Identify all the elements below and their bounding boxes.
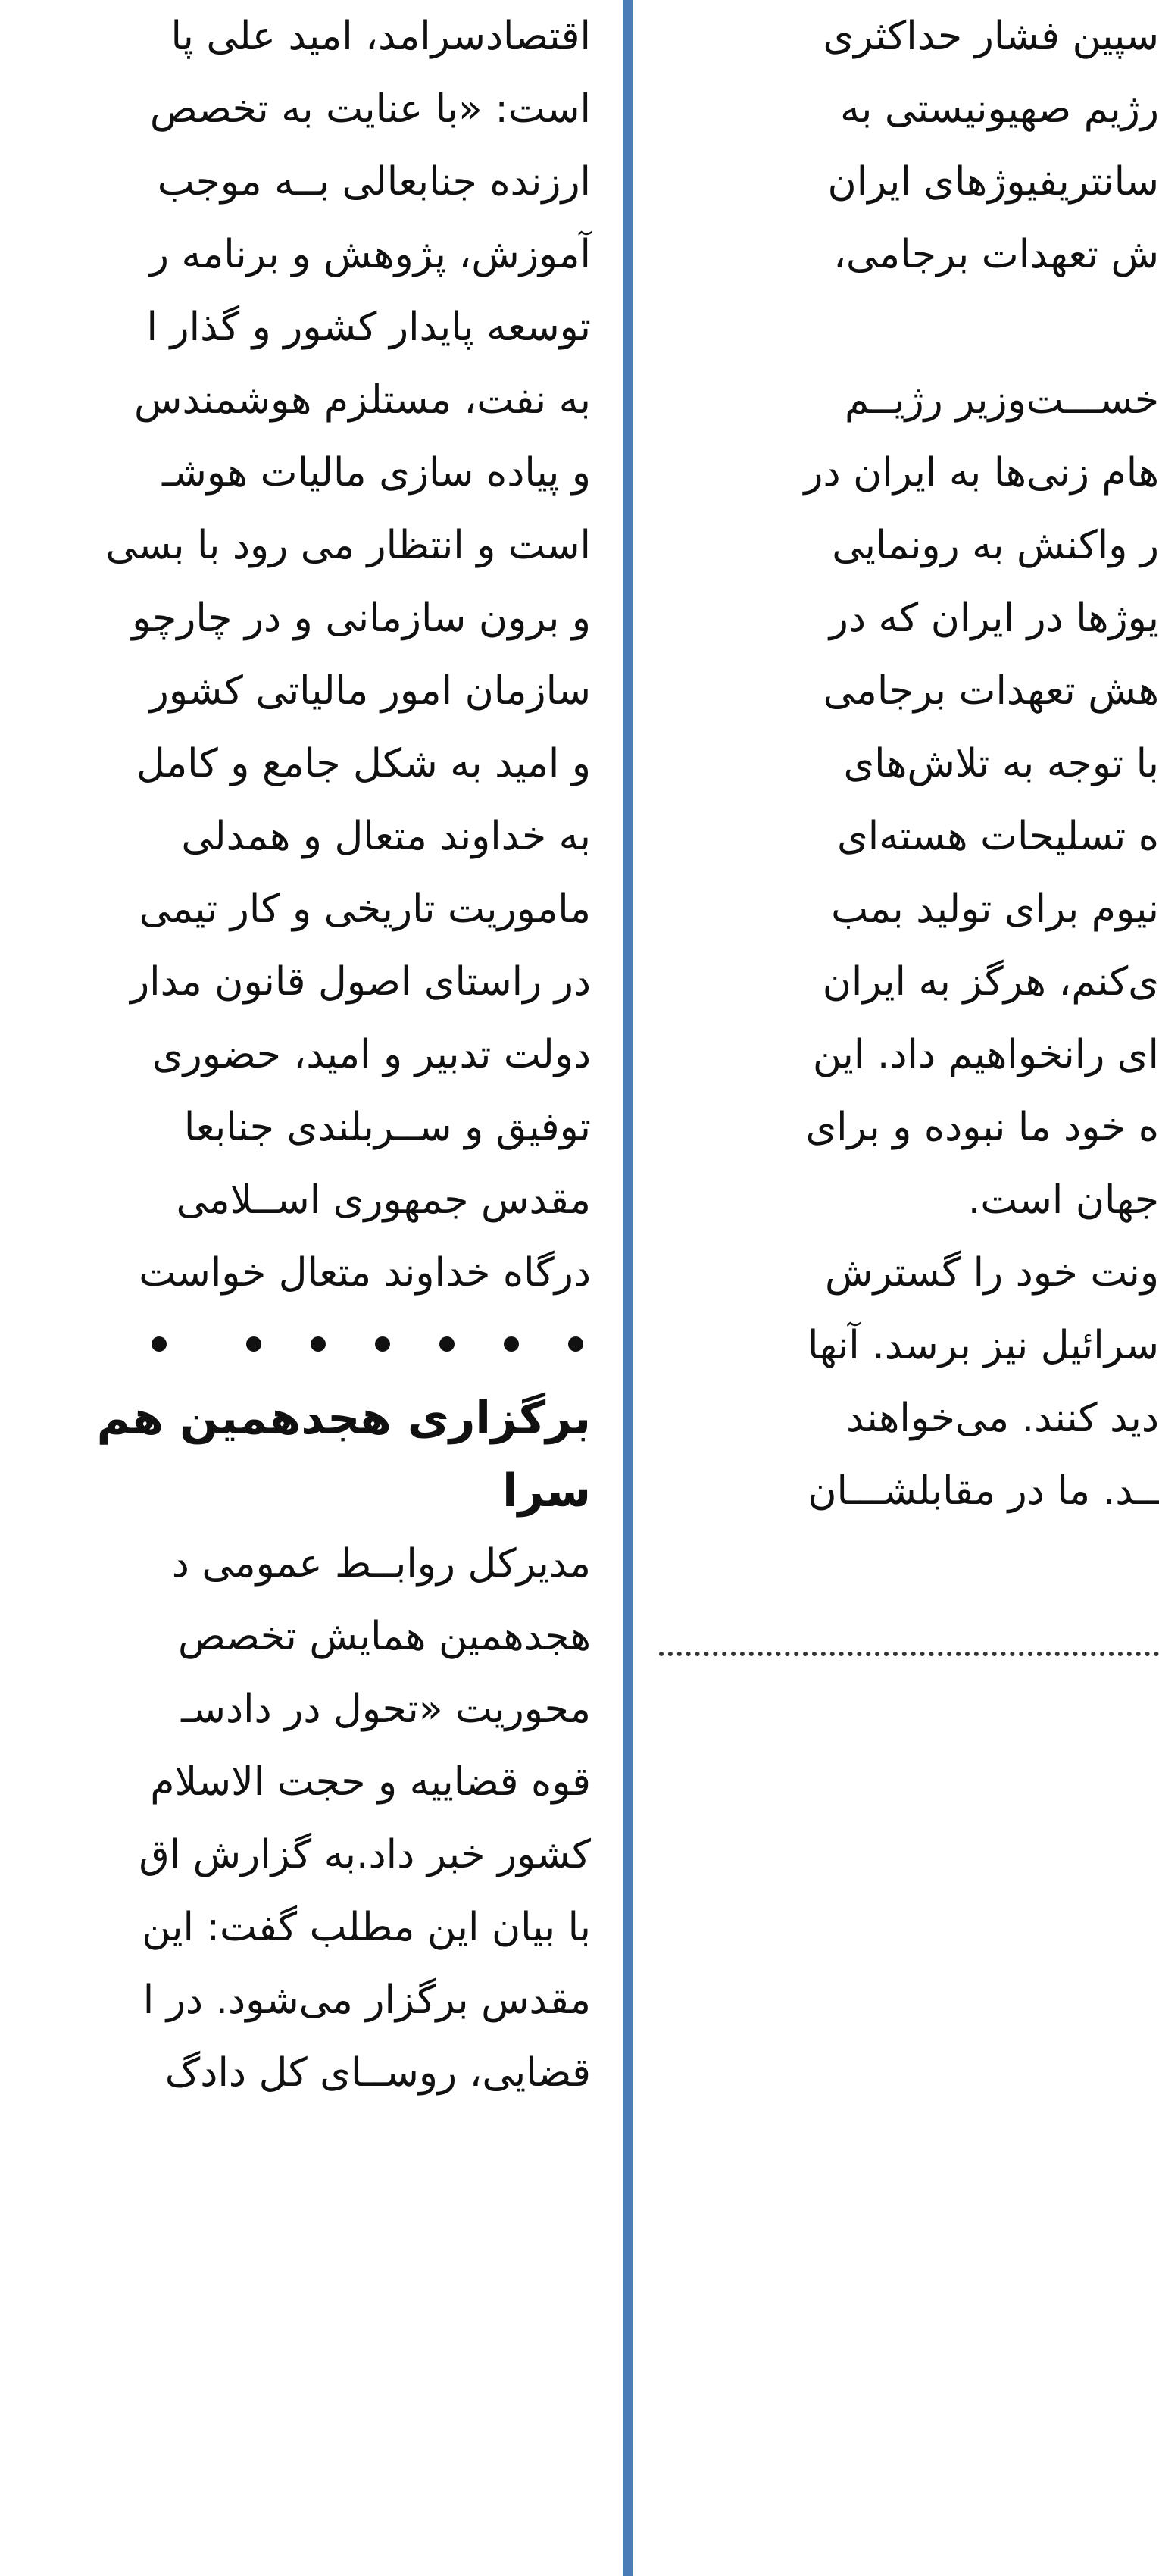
article-line: جهان است. — [967, 1177, 1159, 1223]
article-line: درگاه خداوند متعال خواست — [139, 1250, 591, 1296]
article-headline: برگزاری هجدهمین هم — [96, 1392, 591, 1445]
article-line: ه خود ما نبوده و برای — [805, 1105, 1159, 1150]
article-line: ش تعهدات برجامی، — [833, 232, 1159, 277]
article-line: مقدس جمهوری اســلامی — [176, 1177, 591, 1223]
article-line: هجدهمین همایش تخصص — [177, 1614, 591, 1659]
article-line: هش تعهدات برجامی — [823, 668, 1159, 714]
article-line: مقدس برگزار می‌شود. در ا — [142, 1977, 591, 2023]
article-line: است و انتظار می رود با بسی — [105, 523, 591, 568]
dotted-separator — [659, 1652, 1159, 1656]
article-line: با بیان این مطلب گفت: این — [142, 1905, 591, 1950]
article-headline: سرا — [502, 1465, 591, 1518]
article-line: سپین فشار حداکثری — [823, 14, 1159, 59]
article-line: هام زنی‌ها به ایران در — [804, 450, 1159, 496]
article-line: و امید به شکل جامع و کامل — [136, 741, 591, 786]
article-line: یوژها در ایران که در — [829, 596, 1159, 641]
article-line: مدیرکل روابــط عمومی د — [171, 1541, 591, 1587]
article-line: ی‌کنم، هرگز به ایران — [822, 959, 1159, 1005]
article-line: خســـت‌وزیر رژیــم — [845, 377, 1159, 423]
article-line: قضایی، روســای کل دادگ — [164, 2050, 591, 2096]
article-line: با توجه به تلاش‌های — [843, 741, 1159, 786]
article-line: و پیاده سازی مالیات هوشـ — [162, 450, 591, 496]
paragraph-gap — [659, 291, 1159, 364]
article-line: سانتریفیوژهای ایران — [827, 159, 1159, 205]
article-line: آموزش، پژوهش و برنامه ر — [149, 232, 591, 277]
article-line: به خداوند متعال و همدلی — [181, 814, 591, 859]
article-line: به نفت، مستلزم هوشمندس — [134, 377, 591, 423]
article-line: ــد. ما در مقابلشـــان — [808, 1468, 1159, 1514]
article-line: ونت خود را گسترش — [825, 1250, 1159, 1296]
right-article-column — [659, 0, 1159, 1527]
article-line: کشور خبر داد.به گزارش اق — [139, 1832, 591, 1877]
section-separator-dots — [0, 1309, 591, 1382]
article-line: رژیم صهیونیستی به — [840, 86, 1159, 132]
article-line: ای رانخواهیم داد. این — [812, 1032, 1159, 1077]
article-line: دید کنند. می‌خواهند — [845, 1396, 1159, 1441]
article-line: است: «با عنایت به تخصص — [149, 86, 591, 132]
article-line: و برون سازمانی و در چارچو — [132, 596, 591, 641]
article-line: توفیق و ســربلندی جنابعا — [183, 1105, 591, 1150]
article-line: ماموریت تاریخی و کار تیمی — [139, 886, 591, 932]
article-line: در راستای اصول قانون مدار — [130, 959, 591, 1005]
column-divider — [623, 0, 633, 2576]
article-line: دولت تدبیر و امید، حضوری — [152, 1032, 591, 1077]
article-line: سازمان امور مالیاتی کشور — [149, 668, 591, 714]
left-article-column — [0, 0, 591, 2109]
article-line: سرائیل نیز برسد. آنها — [808, 1323, 1159, 1368]
article-line: ارزنده جنابعالی بــه موجب — [157, 159, 591, 205]
article-line: محوریت «تحول در دادسـ — [181, 1687, 591, 1732]
article-line: ه تسلیحات هسته‌ای — [837, 814, 1159, 859]
article-line: توسعه پایدار کشور و گذار ا — [146, 305, 591, 350]
article-line: قوه قضاییه و حجت الاسلام — [150, 1759, 591, 1805]
article-line: اقتصادسرامد، امید علی پا — [170, 14, 591, 59]
article-line: نیوم برای تولید بمب — [831, 886, 1159, 932]
article-line: ر واکنش به رونمایی — [832, 523, 1159, 568]
